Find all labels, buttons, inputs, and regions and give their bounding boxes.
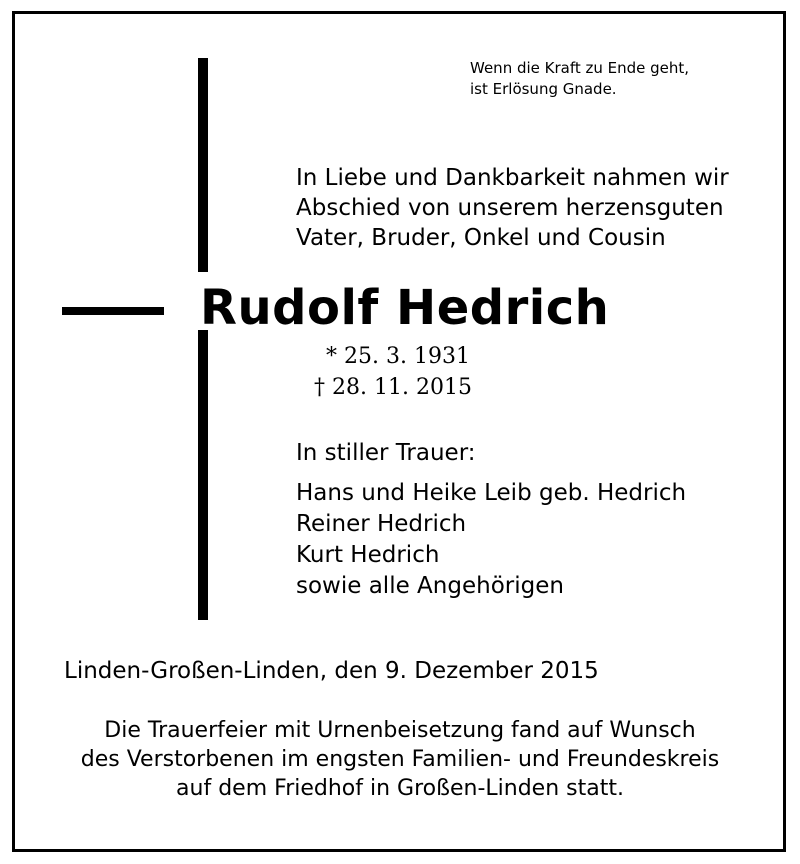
cross-vertical-bottom xyxy=(198,330,208,620)
cross-horizontal-bar xyxy=(62,307,164,315)
mourner-name: sowie alle Angehörigen xyxy=(296,573,564,599)
funeral-note-line: Die Trauerfeier mit Urnenbeisetzung fand auf Wunsch xyxy=(104,718,696,743)
mourner-name: Hans und Heike Leib geb. Hedrich xyxy=(296,480,687,506)
funeral-note-line: auf dem Friedhof in Großen-Linden statt. xyxy=(176,776,624,801)
funeral-note xyxy=(40,716,760,803)
intro-text xyxy=(296,163,729,253)
intro-line: Vater, Bruder, Onkel und Cousin xyxy=(296,225,666,251)
motto-line: ist Erlösung Gnade. xyxy=(470,80,617,98)
funeral-note-line: des Verstorbenen im engsten Familien- und Freundeskreis xyxy=(80,747,720,772)
mourner-name: Reiner Hedrich xyxy=(296,511,467,537)
place-and-date: Linden-Großen-Linden, den 9. Dezember 2015 xyxy=(64,658,599,684)
mourner-name: Kurt Hedrich xyxy=(296,542,440,568)
birth-date: * 25. 3. 1931 xyxy=(326,344,470,369)
intro-line: Abschied von unserem herzensguten xyxy=(296,195,724,221)
mourners-list xyxy=(296,478,686,602)
mourning-title: In stiller Trauer: xyxy=(296,440,476,466)
intro-line: In Liebe und Dankbarkeit nahmen wir xyxy=(296,165,729,191)
motto xyxy=(470,58,689,100)
deceased-name: Rudolf Hedrich xyxy=(200,280,610,336)
cross-vertical-top xyxy=(198,58,208,272)
death-date: † 28. 11. 2015 xyxy=(314,375,472,400)
motto-line: Wenn die Kraft zu Ende geht, xyxy=(470,59,690,77)
